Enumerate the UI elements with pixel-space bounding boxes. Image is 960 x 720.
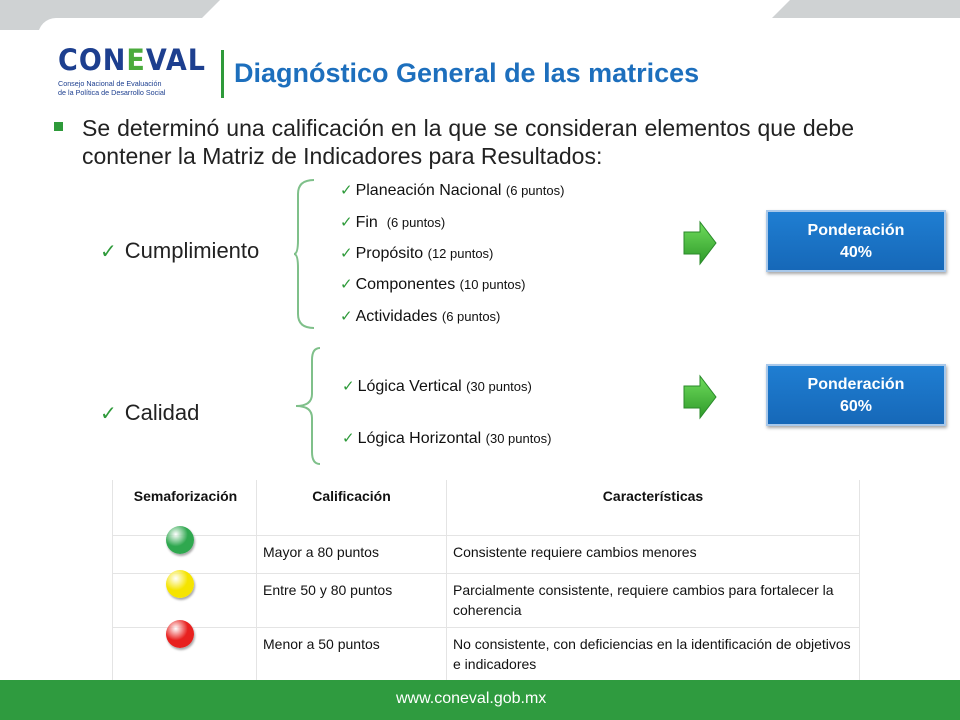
- grade-cell: Entre 50 y 80 puntos: [257, 573, 447, 627]
- logo-subtitle-1: Consejo Nacional de Evaluación: [58, 79, 162, 88]
- light-cell: [113, 535, 257, 573]
- check-icon: ✓: [340, 182, 353, 199]
- arrow-right-icon: [682, 220, 718, 266]
- weight-label: Ponderación: [807, 376, 905, 393]
- grade-cell: Menor a 50 puntos: [257, 627, 447, 681]
- weight-value: 60%: [839, 398, 873, 415]
- weight-box-calidad: [766, 364, 946, 426]
- description-cell: Parcialmente consistente, requiere cambios para fortalecer la coherencia: [447, 573, 860, 627]
- check-icon: ✓: [342, 378, 355, 395]
- criterion-calidad: ✓ Calidad: [100, 400, 200, 425]
- header-calificacion: Calificación: [257, 480, 447, 535]
- header-semaforizacion: Semaforización: [113, 480, 257, 535]
- logo-subtitle-2: de la Política de Desarrollo Social: [58, 88, 166, 97]
- check-icon: ✓: [100, 241, 117, 263]
- title-divider: [221, 50, 224, 98]
- item-logica-horizontal: ✓ Lógica Horizontal (30 puntos): [342, 430, 552, 447]
- weight-value: 40%: [839, 244, 873, 261]
- footer-url[interactable]: www.coneval.gob.mx: [396, 690, 547, 707]
- check-icon: ✓: [340, 214, 353, 231]
- check-icon: ✓: [342, 430, 355, 447]
- description-cell: No consistente, con deficiencias en la identificación de objetivos e indicadores: [447, 627, 860, 681]
- item-planeacion: ✓ Planeación Nacional (6 puntos): [340, 182, 565, 199]
- light-cell: [113, 627, 257, 681]
- table-row: [113, 573, 860, 627]
- check-icon: ✓: [340, 308, 353, 325]
- square-bullet-icon: [54, 122, 63, 131]
- intro-bullet: [54, 114, 854, 170]
- weight-box-cumplimiento: [766, 210, 946, 272]
- item-proposito: ✓ Propósito (12 puntos): [340, 245, 494, 262]
- criterion-cumplimiento: ✓ Cumplimiento: [100, 238, 260, 263]
- table-header-row: [113, 480, 860, 535]
- item-logica-vertical: ✓ Lógica Vertical (30 puntos): [342, 378, 532, 395]
- footer-bar: [0, 680, 960, 720]
- coneval-logo: [58, 43, 208, 104]
- item-fin: ✓ Fin (6 puntos): [340, 214, 446, 231]
- arrow-right-icon: [682, 374, 718, 420]
- item-actividades: ✓ Actividades (6 puntos): [340, 308, 501, 325]
- red-light-icon: [166, 620, 194, 648]
- green-light-icon: [166, 526, 194, 554]
- traffic-light-table: [112, 480, 860, 682]
- table-row: [113, 627, 860, 681]
- check-icon: ✓: [340, 245, 353, 262]
- light-cell: [113, 573, 257, 627]
- table-row: [113, 535, 860, 573]
- header-caracteristicas: Características: [447, 480, 860, 535]
- item-componentes: ✓ Componentes (10 puntos): [340, 276, 526, 293]
- grade-cell: Mayor a 80 puntos: [257, 535, 447, 573]
- description-cell: Consistente requiere cambios menores: [447, 535, 860, 573]
- weight-label: Ponderación: [807, 222, 905, 239]
- intro-text: Se determinó una calificación en la que se consideran elementos que debe contener la Matriz de Indicadores para Resultados:: [82, 115, 854, 169]
- slide-title: Diagnóstico General de las matrices: [234, 58, 700, 88]
- yellow-light-icon: [166, 570, 194, 598]
- brace-calidad: [294, 346, 324, 468]
- check-icon: ✓: [340, 276, 353, 293]
- logo-wordmark: CONEVAL: [58, 43, 206, 78]
- check-icon: ✓: [100, 403, 117, 425]
- brace-cumplimiento: [294, 178, 318, 330]
